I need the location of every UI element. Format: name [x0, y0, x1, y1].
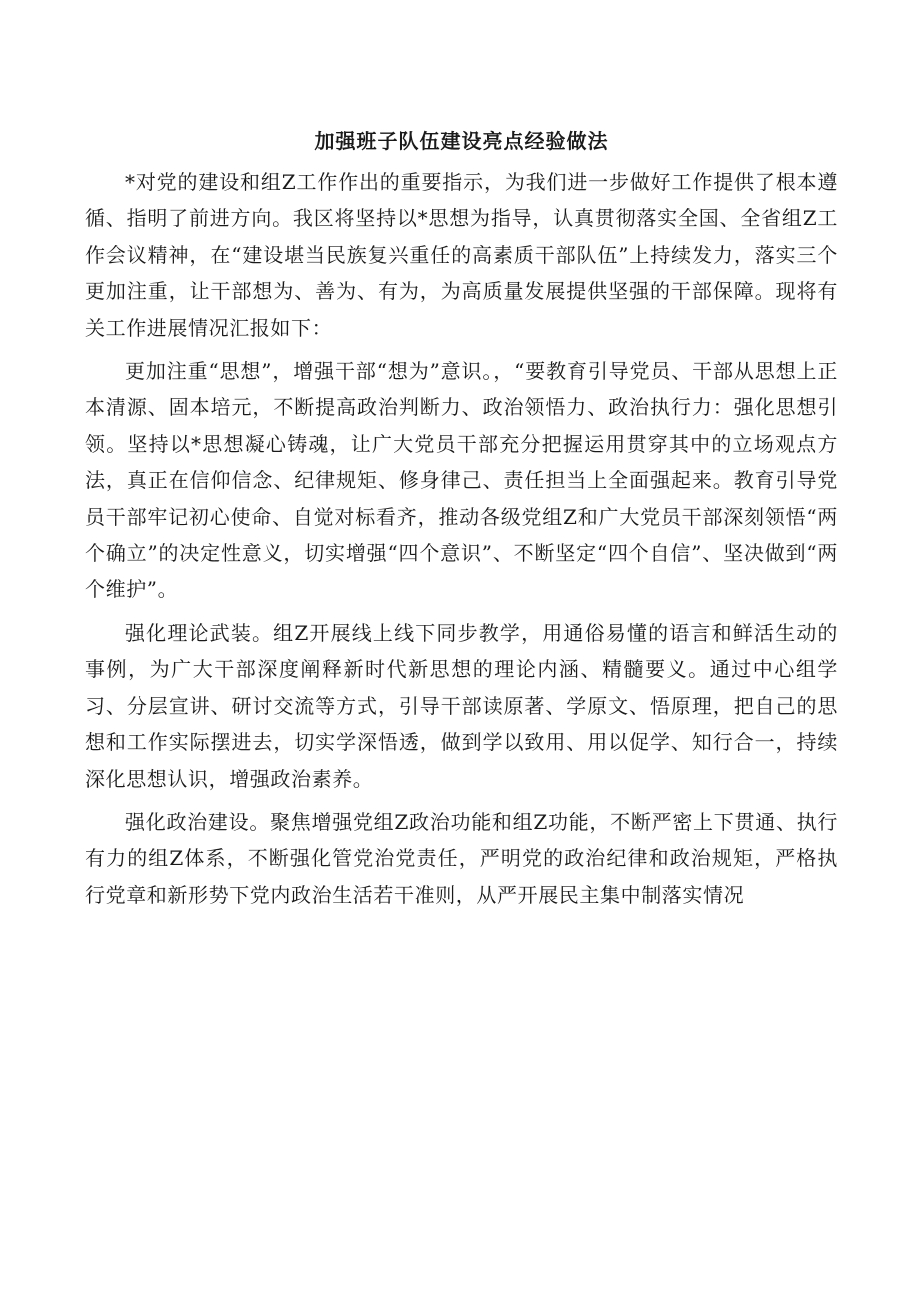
- paragraph-intro: *对党的建设和组Z工作作出的重要指示，为我们进一步做好工作提供了根本遵循、指明了前进方向。我区将坚持以*思想为指导，认真贯彻落实全国、全省组Z工作会议精神，在“建设堪当民族复兴重任的高素质干部队伍”上持续发力，落实三个更加注重，让干部想为、善为、有为，为高质量发展提供坚强的干部保障。现将有关工作进展情况汇报如下：: [85, 170, 838, 340]
- paragraph-politics: 强化政治建设。聚焦增强党组Z政治功能和组Z功能，不断严密上下贯通、执行有力的组Z体系，不断强化管党治党责任，严明党的政治纪律和政治规矩，严格执行党章和新形势下党内政治生活若干准则，从严开展民主集中制落实情况: [85, 809, 838, 907]
- document-title: 加强班子队伍建设亮点经验做法: [314, 129, 609, 153]
- paragraph-theory: 强化理论武装。组Z开展线上线下同步教学，用通俗易懂的语言和鲜活生动的事例，为广大干部深度阐释新时代新思想的理论内涵、精髓要义。通过中心组学习、分层宣讲、研讨交流等方式，引导干部读原著、学原文、悟原理，把自己的思想和工作实际摆进去，切实学深悟透，做到学以致用、用以促学、知行合一，持续深化思想认识，增强政治素养。: [85, 620, 838, 791]
- paragraph-thought: 更加注重“思想”，增强干部“想为”意识。，“要教育引导党员、干部从思想上正本清源、固本培元，不断提高政治判断力、政治领悟力、政治执行力：强化思想引领。坚持以*思想凝心铸魂，让广大党员干部充分把握运用贯穿其中的立场观点方法，真正在信仰信念、纪律规矩、修身律己、责任担当上全面强起来。教育引导党员干部牢记初心使命、自觉对标看齐，推动各级党组Z和广大党员干部深刻领悟“两个确立”的决定性意义，切实增强“四个意识”、不断坚定“四个自信”、坚决做到“两个维护”。: [85, 359, 838, 602]
